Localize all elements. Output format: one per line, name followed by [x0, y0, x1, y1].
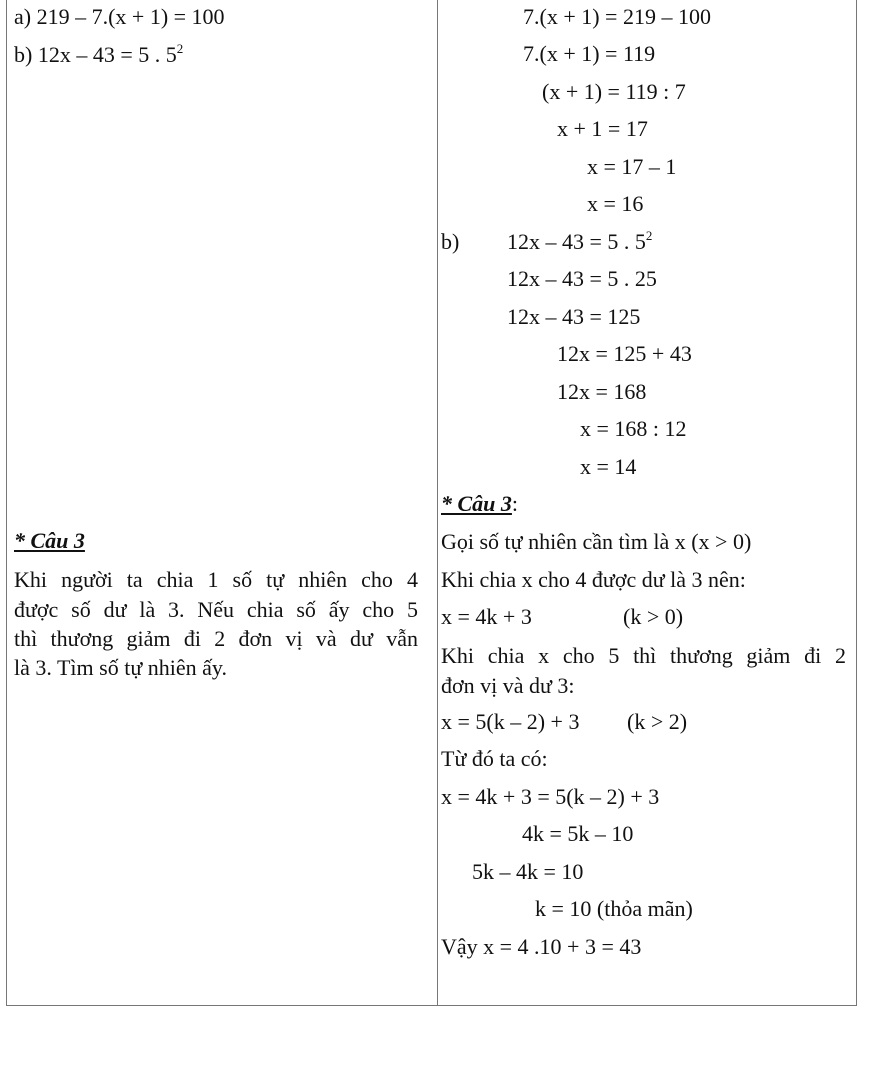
sol-line-10: 5k – 4k = 10 [472, 859, 584, 884]
sol-line-5: đơn vị và dư 3: [441, 673, 575, 698]
sol-line-3a: x = 4k + 3 [441, 604, 532, 629]
a-step-6: x = 16 [587, 191, 644, 216]
column-divider [437, 0, 438, 1005]
b-label: b) [441, 229, 460, 254]
b-step-6: x = 14 [580, 454, 637, 479]
problem-line-2: được số dư là 3. Nếu chia số ấy cho 5 [14, 597, 418, 622]
sol-line-7: Từ đó ta có: [441, 746, 548, 771]
a-step-3: (x + 1) = 119 : 7 [542, 79, 686, 104]
problem-line-1: Khi người ta chia 1 số tự nhiên cho 4 [14, 567, 418, 592]
sol-line-2: Khi chia x cho 4 được dư là 3 nên: [441, 567, 746, 592]
b-step-3: 12x = 125 + 43 [557, 341, 692, 366]
b-step-5: x = 168 : 12 [580, 416, 687, 441]
sol-line-11: k = 10 (thỏa mãn) [535, 896, 693, 921]
a-step-4: x + 1 = 17 [557, 116, 648, 141]
right-cau3-title: * Câu 3: [441, 491, 519, 516]
sol-line-1: Gọi số tự nhiên cần tìm là x (x > 0) [441, 529, 752, 554]
problem-line-3: thì thương giảm đi 2 đơn vị và dư vẫn [14, 626, 418, 651]
a-step-1: 7.(x + 1) = 219 – 100 [523, 4, 711, 29]
a-step-5: x = 17 – 1 [587, 154, 677, 179]
sol-line-12: Vậy x = 4 .10 + 3 = 43 [441, 934, 642, 959]
sol-line-8: x = 4k + 3 = 5(k – 2) + 3 [441, 784, 660, 809]
b-step-1: 12x – 43 = 5 . 25 [507, 266, 657, 291]
solution-table [6, 0, 857, 1006]
left-cau3-title: * Câu 3 [14, 528, 85, 553]
a-step-2: 7.(x + 1) = 119 [523, 41, 656, 66]
sol-line-9: 4k = 5k – 10 [522, 821, 634, 846]
b-step-0: 12x – 43 = 5 . $5^2$ [507, 228, 653, 254]
sol-line-6a: x = 5(k – 2) + 3 [441, 709, 580, 734]
sol-line-3b: (k > 0) [623, 604, 684, 629]
left-problem-a: a) 219 – 7.(x + 1) = 100 [14, 4, 225, 29]
b-step-2: 12x – 43 = 125 [507, 304, 641, 329]
sol-line-4: Khi chia x cho 5 thì thương giảm đi 2 [441, 643, 846, 668]
left-problem-b: b) 12x – 43 = 5 . $5^2$ [14, 41, 184, 67]
sol-line-6b: (k > 2) [627, 709, 688, 734]
problem-line-4: là 3. Tìm số tự nhiên ấy. [14, 655, 227, 680]
b-step-4: 12x = 168 [557, 379, 647, 404]
